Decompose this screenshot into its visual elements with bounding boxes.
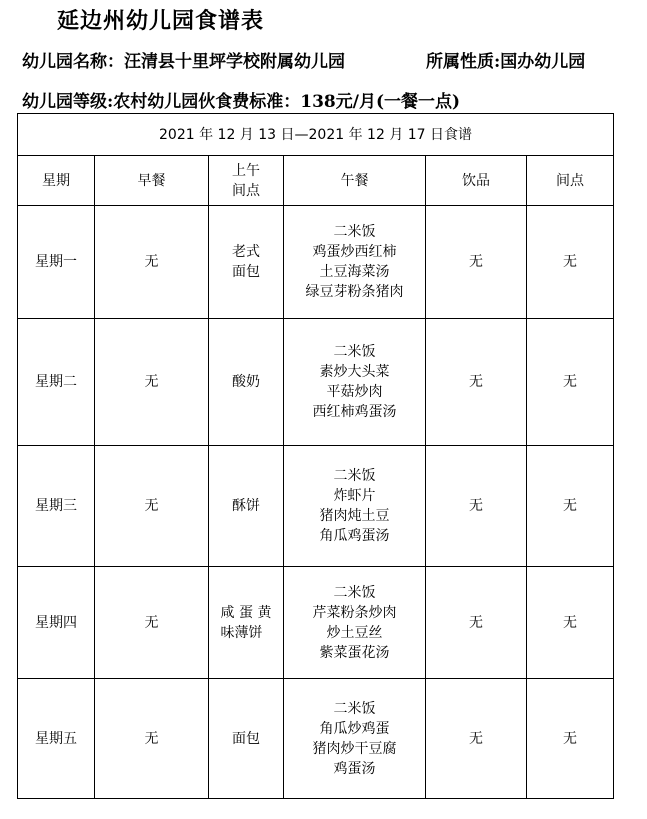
lunch-dish: 猪肉炒干豆腐 (312, 740, 397, 757)
am-snack-cell: 咸 蛋 黄 味薄饼 (209, 567, 284, 679)
lunch-dish: 炸虾片 (333, 488, 376, 504)
am-snack-cell: 老式 面包 (209, 206, 284, 319)
kindergarten-grade-fee: 幼儿园等级:农村幼儿园伙食费标准：138元/月(一餐一点) (22, 92, 461, 112)
day-cell: 星期二 (18, 319, 95, 446)
day-cell: 星期四 (18, 567, 95, 679)
pm-snack-cell: 无 (527, 319, 614, 446)
header-day: 星期 (18, 156, 95, 206)
menu-table (17, 113, 614, 799)
header-lunch: 午餐 (284, 156, 426, 206)
drink-cell: 无 (426, 319, 527, 446)
header-am-snack: 上午 间点 (209, 156, 284, 206)
lunch-dish: 二米饭 (333, 700, 376, 717)
lunch-dish: 鸡蛋炒西红柿 (312, 244, 397, 260)
lunch-dish: 二米饭 (333, 224, 376, 240)
table-caption-row (18, 114, 614, 156)
am-snack-cell: 酥饼 (209, 446, 284, 567)
kindergarten-name: 幼儿园名称：汪清县十里坪学校附属幼儿园 (22, 52, 345, 72)
lunch-dish: 二米饭 (333, 468, 376, 484)
lunch-dish: 土豆海菜汤 (319, 264, 390, 280)
drink-cell: 无 (426, 679, 527, 799)
breakfast-cell: 无 (95, 679, 209, 799)
header-breakfast: 早餐 (95, 156, 209, 206)
lunch-dish: 素炒大头菜 (319, 364, 390, 380)
lunch-dish: 平菇炒肉 (326, 384, 383, 400)
pm-snack-cell: 无 (527, 679, 614, 799)
breakfast-cell: 无 (95, 567, 209, 679)
lunch-dish: 绿豆芽粉条猪肉 (305, 284, 404, 300)
pm-snack-cell: 无 (527, 567, 614, 679)
breakfast-cell: 无 (95, 206, 209, 319)
lunch-dish: 炒土豆丝 (326, 624, 383, 641)
lunch-dish: 二米饭 (333, 584, 376, 601)
lunch-dish: 芹菜粉条炒肉 (312, 604, 397, 621)
breakfast-cell: 无 (95, 446, 209, 567)
lunch-cell (284, 319, 426, 446)
am-snack-cell: 面包 (209, 679, 284, 799)
drink-cell: 无 (426, 446, 527, 567)
lunch-dish: 猪肉炖土豆 (319, 508, 390, 524)
drink-cell: 无 (426, 567, 527, 679)
lunch-dish: 二米饭 (333, 344, 376, 360)
lunch-cell (284, 446, 426, 567)
day-cell: 星期一 (18, 206, 95, 319)
lunch-dish: 西红柿鸡蛋汤 (312, 404, 397, 420)
am-snack-cell: 酸奶 (209, 319, 284, 446)
header-pm-snack: 间点 (527, 156, 614, 206)
lunch-dish: 角瓜炒鸡蛋 (319, 720, 390, 737)
lunch-cell (284, 679, 426, 799)
pm-snack-cell: 无 (527, 446, 614, 567)
breakfast-cell: 无 (95, 319, 209, 446)
day-cell: 星期三 (18, 446, 95, 567)
table-row (18, 679, 614, 799)
lunch-cell (284, 206, 426, 319)
table-row (18, 319, 614, 446)
lunch-dish: 鸡蛋汤 (333, 760, 376, 777)
table-row (18, 206, 614, 319)
table-row (18, 446, 614, 567)
header-drink: 饮品 (426, 156, 527, 206)
lunch-dish: 角瓜鸡蛋汤 (319, 528, 390, 544)
page-title: 延边州幼儿园食谱表 (57, 8, 265, 34)
lunch-cell (284, 567, 426, 679)
table-row (18, 567, 614, 679)
table-header-row (18, 156, 614, 206)
drink-cell: 无 (426, 206, 527, 319)
lunch-dish: 紫菜蛋花汤 (319, 644, 390, 661)
day-cell: 星期五 (18, 679, 95, 799)
pm-snack-cell: 无 (527, 206, 614, 319)
menu-date-range: 2021 年 12 月 13 日—2021 年 12 月 17 日食谱 (18, 114, 614, 156)
kindergarten-nature: 所属性质:国办幼儿园 (426, 52, 586, 72)
